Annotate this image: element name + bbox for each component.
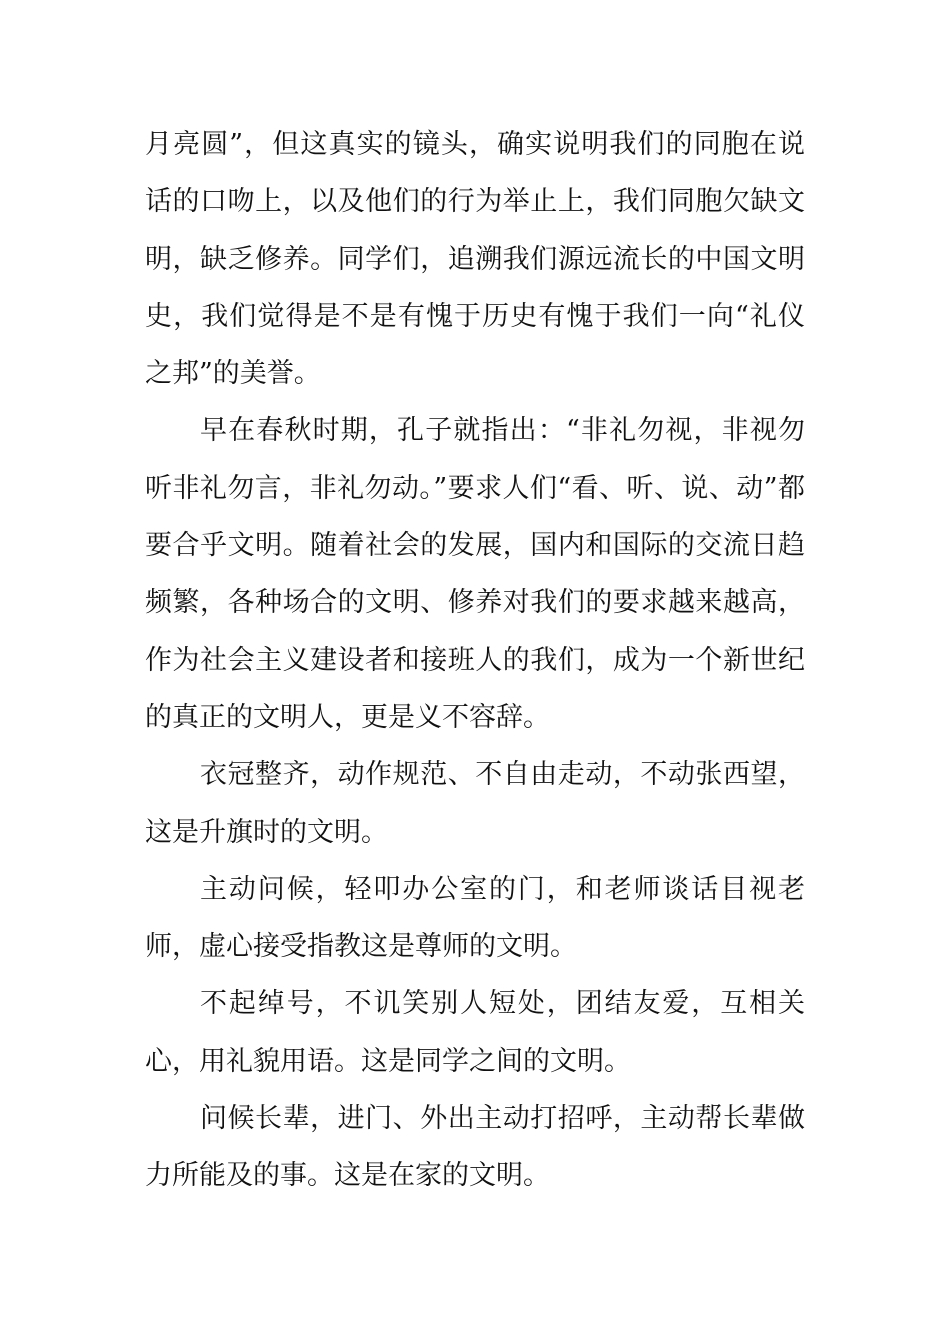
paragraph-6: 问候长辈，进门、外出主动打招呼，主动帮长辈做力所能及的事。这是在家的文明。: [145, 1103, 805, 1192]
paragraph-3: 衣冠整齐，动作规范、不自由走动，不动张西望，这是升旗时的文明。: [145, 759, 805, 848]
document-body: [145, 116, 805, 1205]
paragraph-4: 主动问候，轻叩办公室的门，和老师谈话目视老师，虚心接受指教这是尊师的文明。: [145, 873, 805, 963]
paragraph-5: 不起绰号，不讥笑别人短处，团结友爱，互相关心，用礼貌用语。这是同学之间的文明。: [145, 988, 805, 1077]
paragraph-2: 早在春秋时期，孔子就指出：“非礼勿视，非视勿听非礼勿言，非礼勿动。”要求人们“看、听、说、动”都要合乎文明。随着社会的发展，国内和国际的交流日趋频繁，各种场合的文明、修养对我们的要求越来越高，作为社会主义建设者和接班人的我们，成为一个新世纪的真正的文明人，更是义不容辞。: [145, 415, 805, 733]
paragraph-1: 月亮圆”，但这真实的镜头，确实说明我们的同胞在说话的口吻上，以及他们的行为举止上，我们同胞欠缺文明，缺乏修养。同学们，追溯我们源远流长的中国文明史，我们觉得是不是有愧于历史有愧于我们一向“礼仪之邦”的美誉。: [145, 129, 805, 390]
